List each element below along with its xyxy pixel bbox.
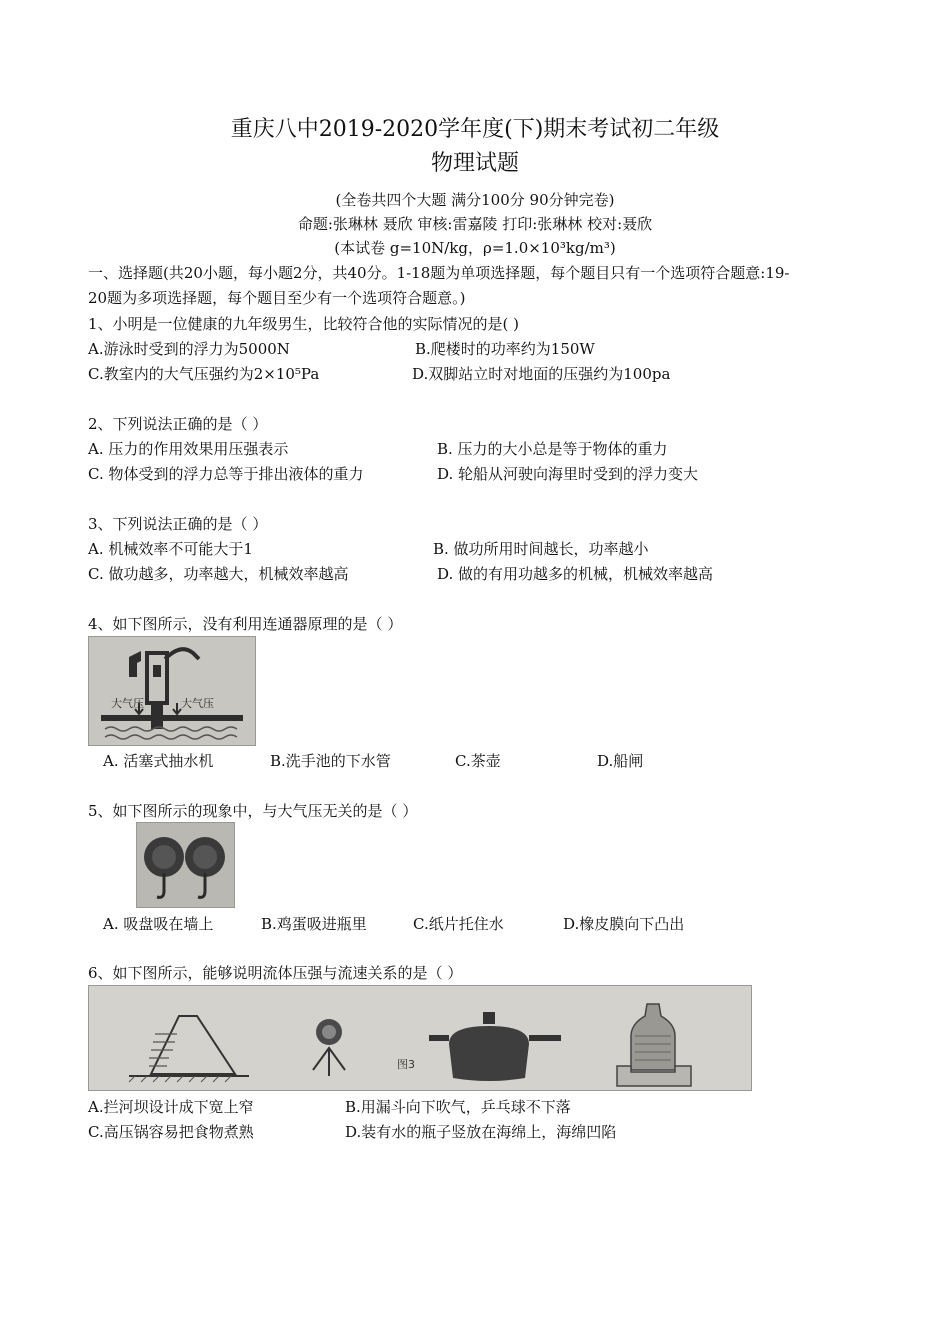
option-b: B.爬楼时的功率约为150W bbox=[415, 340, 595, 358]
option-d: D. 做的有用功越多的机械，机械效率越高 bbox=[437, 565, 714, 583]
figure-label: 图3 bbox=[397, 1058, 415, 1071]
option-c: C. 物体受到的浮力总等于排出液体的重力 bbox=[88, 465, 364, 483]
pump-figure bbox=[88, 636, 256, 746]
option-c: C.纸片托住水 bbox=[413, 915, 504, 933]
option-d: D.橡皮膜向下凸出 bbox=[563, 915, 685, 933]
option-d: D. 轮船从河驶向海里时受到的浮力变大 bbox=[437, 465, 699, 483]
piston-pump-illustration bbox=[89, 637, 255, 745]
option-a: A. 压力的作用效果用压强表示 bbox=[88, 440, 289, 458]
fluid-pressure-figure bbox=[88, 985, 752, 1091]
option-a: A. 吸盘吸在墙上 bbox=[103, 915, 214, 933]
option-c: C.教室内的大气压强约为2×10⁵Pa bbox=[88, 365, 320, 383]
option-b: B.用漏斗向下吹气，乒乓球不下落 bbox=[345, 1098, 571, 1116]
figure-label: 大气压 bbox=[181, 697, 214, 710]
option-b: B.洗手池的下水管 bbox=[270, 752, 391, 770]
exam-info-constants: (本试卷 g=10N/kg，ρ=1.0×10³kg/m³) bbox=[334, 239, 616, 257]
question-stem: 1、小明是一位健康的九年级男生，比较符合他的实际情况的是( ) bbox=[88, 315, 520, 333]
exam-title: 重庆八中2019-2020学年度(下)期末考试初二年级 bbox=[230, 117, 720, 142]
option-b: B. 压力的大小总是等于物体的重力 bbox=[437, 440, 668, 458]
four-scenes-illustration bbox=[89, 986, 751, 1090]
question-stem: 5、如下图所示的现象中，与大气压无关的是（ ） bbox=[88, 802, 418, 820]
option-a: A. 活塞式抽水机 bbox=[103, 752, 214, 770]
question-stem: 2、下列说法正确的是（ ） bbox=[88, 415, 268, 433]
option-b: B.鸡蛋吸进瓶里 bbox=[261, 915, 367, 933]
question-stem: 3、下列说法正确的是（ ） bbox=[88, 515, 268, 533]
option-a: A. 机械效率不可能大于1 bbox=[88, 540, 253, 558]
option-c: C.茶壶 bbox=[455, 752, 501, 770]
exam-info-staff: 命题:张琳林 聂欣 审核:雷嘉陵 打印:张琳林 校对:聂欣 bbox=[297, 215, 653, 233]
figure-label: 大气压 bbox=[111, 697, 144, 710]
option-c: C. 做功越多，功率越大，机械效率越高 bbox=[88, 565, 349, 583]
option-a: A.拦河坝设计成下宽上窄 bbox=[88, 1098, 254, 1116]
question-stem: 6、如下图所示，能够说明流体压强与流速关系的是（ ） bbox=[88, 964, 463, 982]
option-d: D.船闸 bbox=[597, 752, 644, 770]
exam-info-scope: (全卷共四个大题 满分100分 90分钟完卷) bbox=[335, 191, 615, 209]
subject-title: 物理试题 bbox=[430, 151, 519, 176]
option-d: D.双脚站立时对地面的压强约为100pa bbox=[412, 365, 671, 383]
suction-cups-illustration bbox=[137, 823, 234, 907]
section-instructions-line1: 一、选择题(共20小题，每小题2分，共40分。1-18题为单项选择题，每个题目只有一个选项符合题意:19- bbox=[88, 264, 790, 282]
section-instructions-line2: 20题为多项选择题，每个题目至少有一个选项符合题意。) bbox=[88, 289, 466, 307]
suction-cup-figure bbox=[136, 822, 235, 908]
option-b: B. 做功所用时间越长，功率越小 bbox=[433, 540, 649, 558]
question-stem: 4、如下图所示，没有利用连通器原理的是（ ） bbox=[88, 615, 403, 633]
option-a: A.游泳时受到的浮力为5000N bbox=[88, 340, 290, 358]
option-d: D.装有水的瓶子竖放在海绵上，海绵凹陷 bbox=[345, 1123, 617, 1141]
option-c: C.高压锅容易把食物煮熟 bbox=[88, 1123, 254, 1141]
